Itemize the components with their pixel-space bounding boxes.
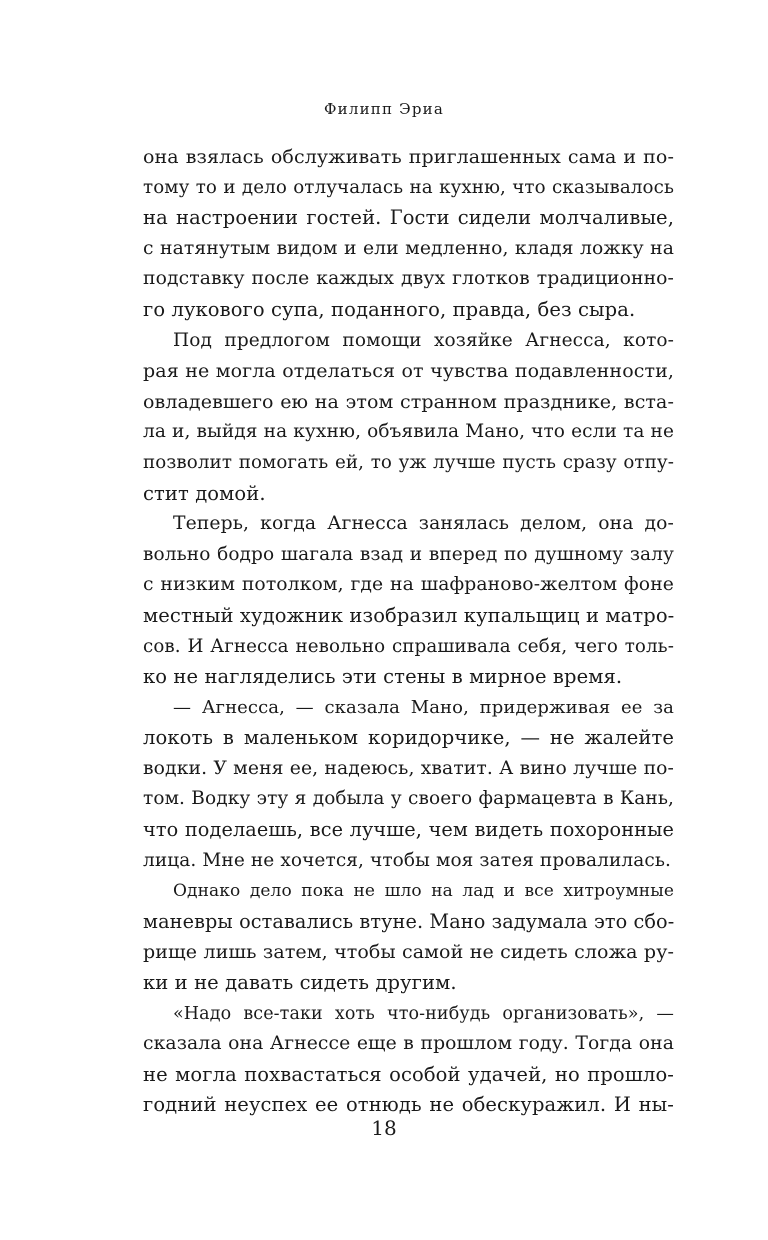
text-line: что поделаешь, все лучше, чем видеть похоронные <box>143 818 674 842</box>
text-line: ла и, выйдя на кухню, объявила Мано, что если та не <box>143 421 674 443</box>
text-line: тому то и дело отлучалась на кухню, что сказывалось <box>143 176 674 198</box>
text-line: лица. Мне не хочется, чтобы моя затея провалилась. <box>143 849 672 871</box>
text-line: го лукового супа, поданного, правда, без сыра. <box>143 297 636 321</box>
text-line: позволит помогать ей, то уж лучше пусть сразу отпу- <box>143 451 674 473</box>
text-line: водки. У меня ее, надеюсь, хватит. А вино лучше по- <box>143 757 674 779</box>
text-line: рище лишь затем, чтобы самой не сидеть сложа ру- <box>143 941 674 964</box>
text-line: с низким потолком, где на шафраново-желтом фоне <box>143 574 674 596</box>
text-line: ки и не давать сидеть другим. <box>143 971 457 995</box>
text-line: сказала она Агнессе еще в прошлом году. Тогда она <box>143 1033 674 1055</box>
text-line: она взялась обслуживать приглашенных сама и по- <box>143 146 674 168</box>
running-head: Филипп Эриа <box>324 100 444 118</box>
text-line: локоть в маленьком коридорчике, — не жалейте <box>143 726 674 750</box>
text-line: не могла похвастаться особой удачей, но прошло- <box>143 1062 674 1086</box>
text-line: Под предлогом помощи хозяйке Агнесса, кото- <box>173 329 674 351</box>
text-line: местный художник изобразил купальщиц и матро- <box>143 603 675 627</box>
text-line: стит домой. <box>143 481 266 505</box>
text-line: ко не нагляделись эти стены в мирное время. <box>143 665 623 689</box>
body-text <box>143 142 674 1121</box>
text-line: Однако дело пока не шло на лад и все хитроумные <box>173 881 674 902</box>
text-line: овладевшего ею на этом странном празднике, вста- <box>143 390 674 413</box>
text-line: вольно бодро шагала взад и вперед по душному залу <box>143 543 674 565</box>
text-line: подставку после каждых двух глотков традиционно- <box>143 268 674 290</box>
text-line: сов. И Агнесса невольно спрашивала себя, чего толь- <box>143 635 674 657</box>
text-line: рая не могла отделаться от чувства подавленности, <box>143 360 674 383</box>
text-line: маневры оставались втуне. Мано задумала это сбо- <box>143 909 675 933</box>
text-line: Теперь, когда Агнесса занялась делом, она до- <box>173 513 674 535</box>
text-line: годний неуспех ее отнюдь не обескуражил. И ны- <box>143 1093 674 1117</box>
text-line: с натянутым видом и ели медленно, кладя ложку на <box>143 237 674 259</box>
text-line: том. Водку эту я добыла у своего фармацевта в Кань, <box>143 788 674 810</box>
text-line: «Надо все-таки хоть что-нибудь организовать», — <box>173 1003 674 1024</box>
page-number: 18 <box>371 1116 397 1140</box>
text-line: — Агнесса, — сказала Мано, придерживая ее за <box>173 696 674 718</box>
text-line: на настроении гостей. Гости сидели молчаливые, <box>143 206 674 230</box>
